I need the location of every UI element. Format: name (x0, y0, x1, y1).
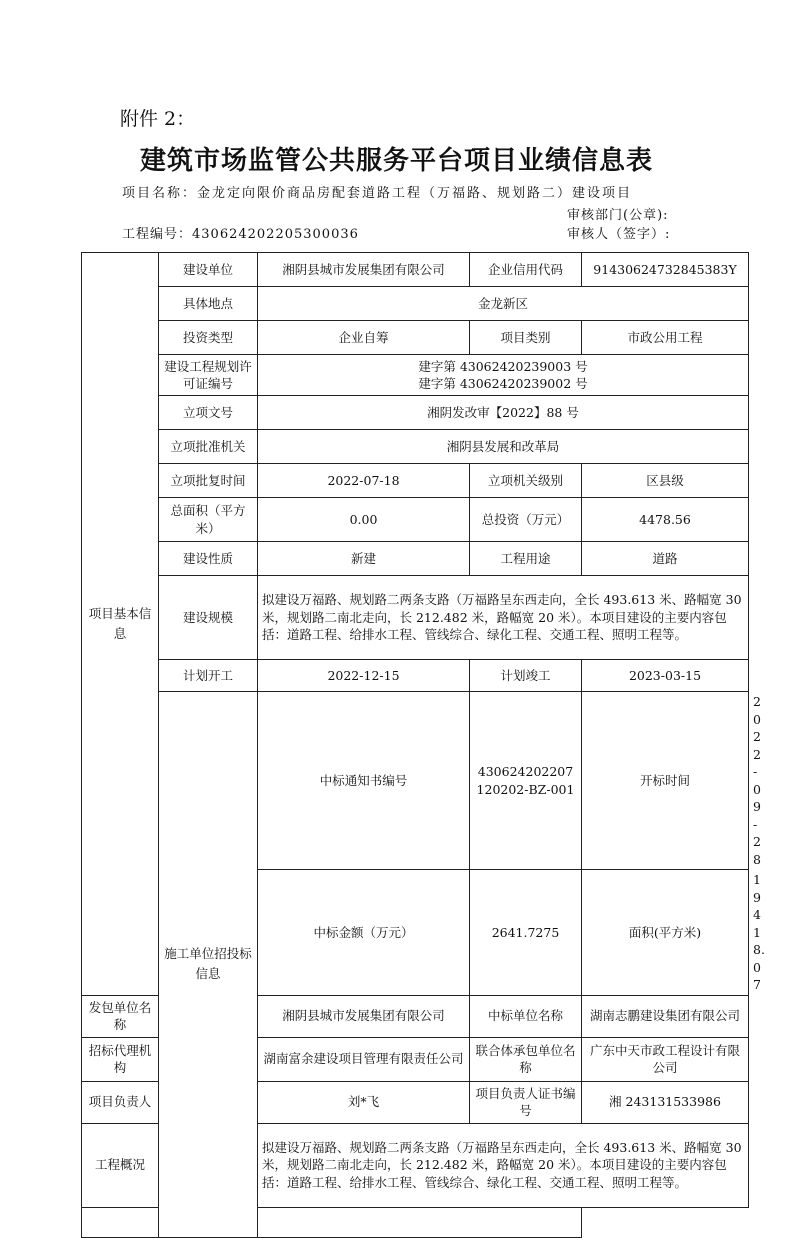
attachment-label: 附件 2： (120, 108, 196, 130)
empty-cell (82, 1207, 582, 1237)
nature-value: 新建 (258, 542, 470, 576)
table-row (82, 253, 749, 287)
end-value: 2023-03-15 (582, 660, 749, 692)
agency-value: 湖南富余建设项目管理有限责任公司 (258, 1037, 470, 1081)
table-row (82, 355, 749, 396)
project-code: 工程编号：430624202205300036 (122, 227, 359, 242)
table-row (82, 464, 749, 498)
consortium-value: 广东中天市政工程设计有限公司 (582, 1037, 749, 1081)
permit-value (258, 355, 749, 396)
review-dept: 审核部门(公章): (567, 208, 669, 223)
notice-no-value: 430624202207120202-BZ-001 (470, 692, 582, 870)
winner-label: 中标单位名称 (470, 995, 582, 1037)
issuer-label: 发包单位名称 (82, 995, 159, 1037)
total-invest-value: 4478.56 (582, 498, 749, 542)
total-invest-label: 总投资（万元） (470, 498, 582, 542)
table-row (82, 430, 749, 464)
usage-value: 道路 (582, 542, 749, 576)
cert-value: 湘 243131533986 (582, 1081, 749, 1123)
approval-org-value: 湘阴县发展和改革局 (258, 430, 749, 464)
approval-doc-value: 湘阴发改审【2022】88 号 (258, 396, 749, 430)
area-value: 0.00 (258, 498, 470, 542)
location-value: 金龙新区 (258, 287, 749, 321)
approval-doc-label: 立项文号 (159, 396, 258, 430)
invest-type-value: 企业自筹 (258, 321, 470, 355)
credit-value: 91430624732845383Y (582, 253, 749, 287)
start-label: 计划开工 (159, 660, 258, 692)
start-value: 2022-12-15 (258, 660, 470, 692)
area-label: 总面积（平方米） (159, 498, 258, 542)
nature-label: 建设性质 (159, 542, 258, 576)
scale-label: 建设规模 (159, 576, 258, 660)
reviewer-sign: 审核人（签字）: (567, 227, 671, 242)
bid-section-label: 施工单位招投标信息 (159, 692, 258, 1238)
table-row (82, 660, 749, 692)
category-value: 市政公用工程 (582, 321, 749, 355)
location-label: 具体地点 (159, 287, 258, 321)
table-row (82, 321, 749, 355)
org-level-value: 区县级 (582, 464, 749, 498)
consortium-label: 联合体承包单位名称 (470, 1037, 582, 1081)
category-label: 项目类别 (470, 321, 582, 355)
table-row (82, 576, 749, 660)
page-title: 建筑市场监管公共服务平台项目业绩信息表 (139, 146, 653, 176)
table-row (82, 498, 749, 542)
table-row (82, 542, 749, 576)
manager-value: 刘*飞 (258, 1081, 470, 1123)
builder-label: 建设单位 (159, 253, 258, 287)
amount-value: 2641.7275 (470, 870, 582, 996)
builder-value: 湘阴县城市发展集团有限公司 (258, 253, 470, 287)
open-time-label: 开标时间 (582, 692, 749, 870)
table-row (82, 1207, 749, 1237)
usage-label: 工程用途 (470, 542, 582, 576)
invest-type-label: 投资类型 (159, 321, 258, 355)
scale-value: 拟建设万福路、规划路二两条支路（万福路呈东西走向，全长 493.613 米、路幅宽 30 米，规划路二南北走向，长 212.482 米，路幅宽 20 米）。本项目建设的主要内容包括：道路工程、给排水工程、管线综合、绿化工程、交通工程、照明工程等。 (258, 576, 749, 660)
agency-label: 招标代理机构 (82, 1037, 159, 1081)
winner-value: 湖南志鹏建设集团有限公司 (582, 995, 749, 1037)
cert-label: 项目负责人证书编号 (470, 1081, 582, 1123)
permit-number-2: 建字第 43062420239002 号 (418, 376, 588, 391)
permit-label: 建设工程规划许可证编号 (159, 355, 258, 396)
overview-label: 工程概况 (82, 1123, 159, 1207)
permit-number-1: 建字第 43062420239003 号 (418, 358, 588, 374)
org-level-label: 立项机关级别 (470, 464, 582, 498)
info-table (81, 252, 765, 1238)
overview-value: 拟建设万福路、规划路二两条支路（万福路呈东西走向，全长 493.613 米、路幅宽 30 米，规划路二南北走向，长 212.482 米，路幅宽 20 米）。本项目建设的主要内容包括：道路工程、给排水工程、管线综合、绿化工程、交通工程、照明工程等。 (258, 1123, 749, 1207)
approval-date-label: 立项批复时间 (159, 464, 258, 498)
issuer-value: 湘阴县城市发展集团有限公司 (258, 995, 470, 1037)
table-row: 施工单位招投标信息 中标通知书编号 430624202207120202-BZ-001 开标时间 2022-09-28 (82, 692, 749, 870)
approval-date-value: 2022-07-18 (258, 464, 470, 498)
manager-label: 项目负责人 (82, 1081, 159, 1123)
table-row: 中标金额（万元） 2641.7275 面积(平方米) 19418.07 (82, 870, 749, 996)
approval-org-label: 立项批准机关 (159, 430, 258, 464)
end-label: 计划竣工 (470, 660, 582, 692)
table-row (82, 287, 749, 321)
project-name: 项目名称：金龙定向限价商品房配套道路工程（万福路、规划路二）建设项目 (122, 186, 633, 201)
notice-no-label: 中标通知书编号 (258, 692, 470, 870)
amount-label: 中标金额（万元） (258, 870, 470, 996)
bid-area-label: 面积(平方米) (582, 870, 749, 996)
credit-label: 企业信用代码 (470, 253, 582, 287)
basic-section-label: 项目基本信息 (82, 253, 159, 996)
table-row (82, 396, 749, 430)
